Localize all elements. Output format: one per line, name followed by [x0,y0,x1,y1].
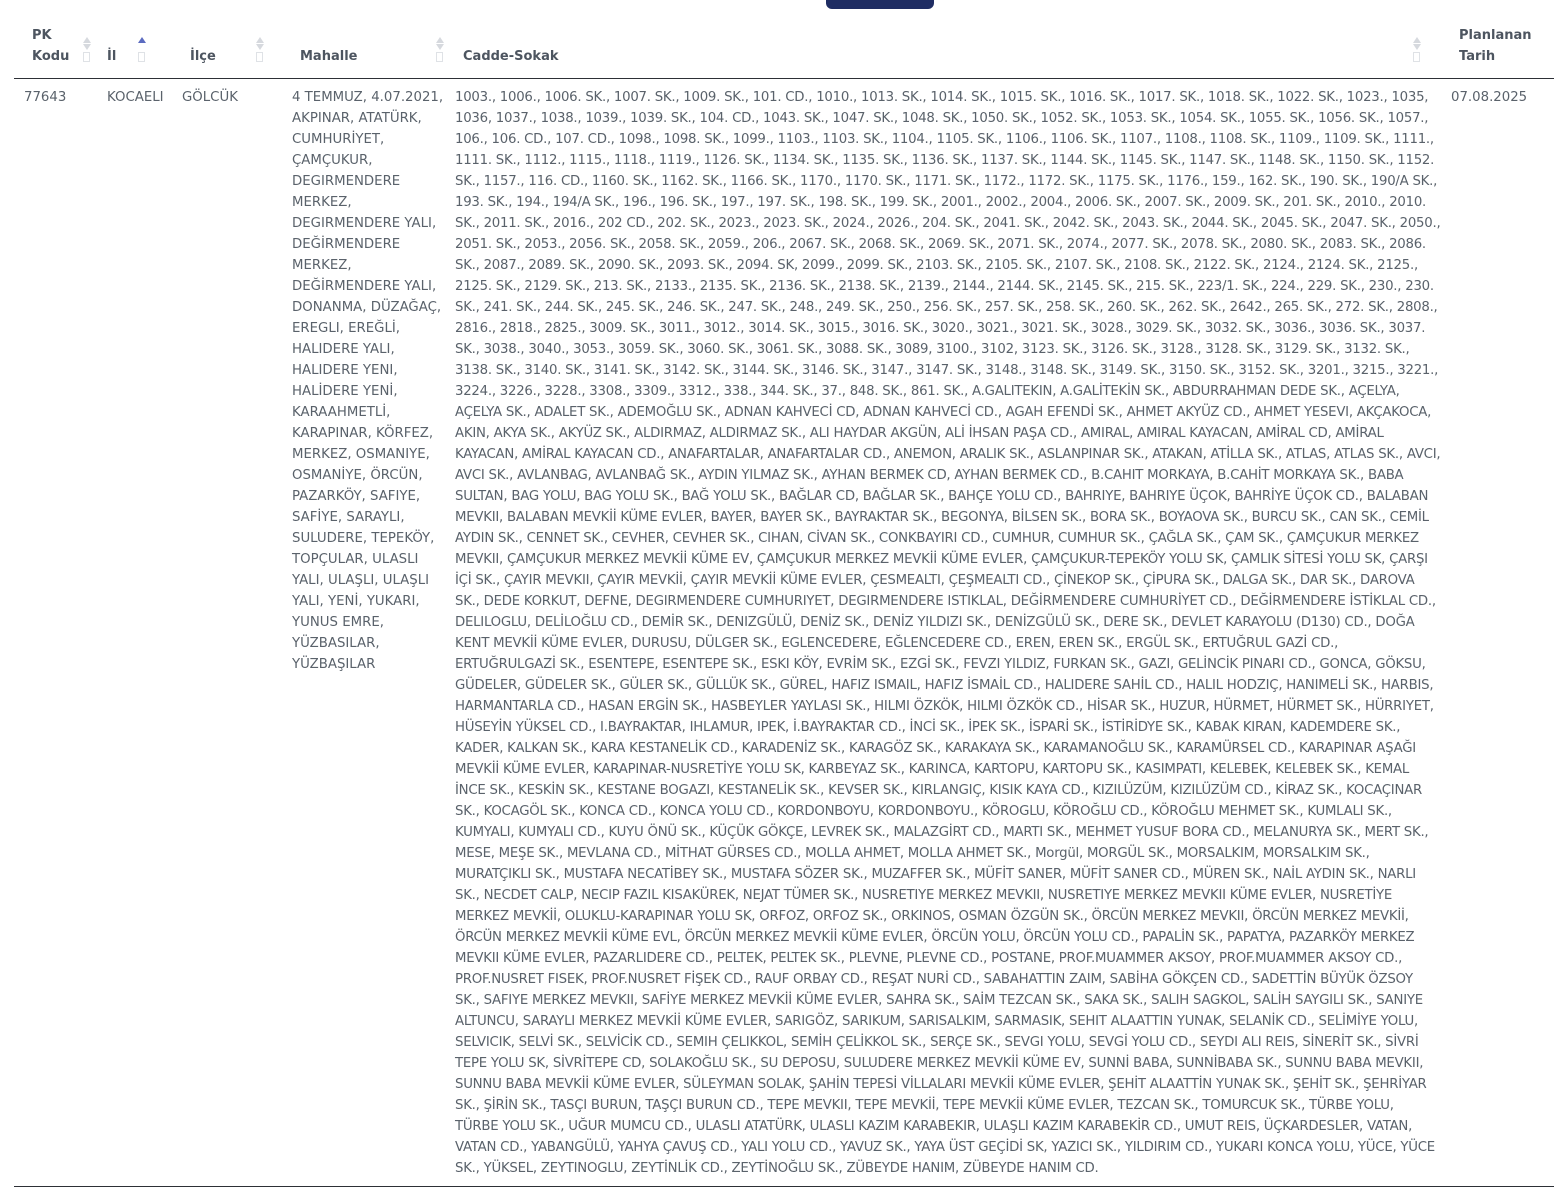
cell-il: KOCAELI [93,79,168,1187]
filter-box-icon [138,52,145,62]
filter-box-icon [83,52,90,62]
header-label-il: İl [107,49,117,64]
cell-mahalle: 4 TEMMUZ, 4.07.2021, AKPINAR, ATATÜRK, CUMHURİYET, ÇAMÇUKUR, DEGIRMENDERE MERKEZ, DEGIRMENDERE YALI, DEĞİRMENDERE MERKEZ, DEĞİRMENDERE YALI, DONANMA, DÜZAĞAÇ, EREGLI, EREĞLİ, HALIDERE YALI, HALIDERE YENI, HALİDERE YENİ, KARAAHMETLİ, KARAPINAR, KÖRFEZ, MERKEZ, OSMANIYE, OSMANİYE, ÖRCÜN, PAZARKÖY, SAFIYE, SAFİYE, SARAYLI, SULUDERE, TEPEKÖY, TOPÇULAR, ULASLI YALI, ULAŞLI, ULAŞLI YALI, YENİ, YUKARI, YUNUS EMRE, YÜZBASILAR, YÜZBAŞILAR [278,79,455,1187]
table-header [14,19,1554,79]
header-label-cadde-sokak: Cadde-Sokak [463,49,559,64]
header-label-pk-line1: PK [32,28,52,43]
column-header-mahalle[interactable] [278,19,455,79]
cell-cadde-sokak: 1003., 1006., 1006. SK., 1007. SK., 1009. SK., 101. CD., 1010., 1013. SK., 1014. SK., 1015. SK., 1016. SK., 1017. SK., 1018. SK., 1022. SK., 1023., 1035, 1036, 1037., 1038., 1039., 1039. SK., 104. CD., 1043. SK., 1047. SK., 1048. SK., 1050. SK., 1052. SK., 1053. SK., 1054. SK., 1055. SK., 1056. SK., 1057., 106., 106. CD., 107. CD., 1098., 1098. SK., 1099., 1103., 1103. SK., 1104., 1105. SK., 1106., 1106. SK., 1107., 1108., 1108. SK., 1109., 1109. SK., 1111., 1111. SK., 1112., 1115., 1118., 1119., 1126. SK., 1134. SK., 1135. SK., 1136. SK., 1137. SK., 1144. SK., 1145. SK., 1147. SK., 1148. SK., 1150. SK., 1152. SK., 1157., 116. CD., 1160. SK., 1162. SK., 1166. SK., 1170., 1170. SK., 1171. SK., 1172., 1172. SK., 1175. SK., 1176., 159., 162. SK., 190. SK., 190/A SK., 193. SK., 194., 194/A SK., 196., 196. SK., 197., 197. SK., 198. SK., 199. SK., 2001., 2002., 2004., 2006. SK., 2007. SK., 2009. SK., 201. SK., 2010., 2010. SK., 2011. SK., 2016., 202 CD., 202. SK., 2023., 2023. SK., 2024., 2026., 204. SK., 2041. SK., 2042. SK., 2043. SK., 2044. SK., 2045. SK., 2047. SK., 2050., 2051. SK., 2053., 2056. SK., 2058. SK., 2059., 206., 2067. SK., 2068. SK., 2069. SK., 2071. SK., 2074., 2077. SK., 2078. SK., 2080. SK., 2083. SK., 2086. SK., 2087., 2089. SK., 2090. SK., 2093. SK., 2094. SK, 2099., 2099. SK., 2103. SK., 2105. SK., 2107. SK., 2108. SK., 2122. SK., 2124., 2124. SK., 2125., 2125. SK., 2129. SK., 213. SK., 2133., 2135. SK., 2136. SK., 2138. SK., 2139., 2144., 2144. SK., 2145. SK., 215. SK., 223/1. SK., 224., 229. SK., 230., 230. SK., 241. SK., 244. SK., 245. SK., 246. SK., 247. SK., 248., 249. SK., 250., 256. SK., 257. SK., 258. SK., 260. SK., 262. SK., 2642., 265. SK., 272. SK., 2808., 2816., 2818., 2825., 3009. SK., 3011., 3012., 3014. SK., 3015., 3016. SK., 3020., 3021., 3021. SK., 3028., 3029. SK., 3032. SK., 3036., 3036. SK., 3037. SK., 3038., 3040., 3053., 3059. SK., 3060. SK., 3061. SK., 3088. SK., 3089, 3100., 3102, 3123. SK., 3126. SK., 3128., 3128. SK., 3129. SK., 3132. SK., 3138. SK., 3140. SK., 3141. SK., 3142. SK., 3144. SK., 3146. SK., 3147., 3147. SK., 3148., 3148. SK., 3149. SK., 3150. SK., 3152. SK., 3201., 3215., 3221., 3224., 3226., 3228., 3308., 3309., 3312., 338., 344. SK., 37., 848. SK., 861. SK., A.GALITEKIN, A.GALİTEKİN SK., ABDURRAHMAN DEDE SK., AÇELYA, AÇELYA SK., ADALET SK., ADEMOĞLU SK., ADNAN KAHVECİ CD, ADNAN KAHVECİ CD., AGAH EFENDİ SK., AHMET AKYÜZ CD., AHMET YESEVI, AKÇAKOCA, AKIN, AKYA SK., AKYÜZ SK., ALDIRMAZ, ALDIRMAZ SK., ALI HAYDAR AKGÜN, ALİ İHSAN PAŞA CD., AMIRAL, AMIRAL KAYACAN, AMİRAL CD, AMİRAL KAYACAN, AMİRAL KAYACAN CD., ANAFARTALAR, ANAFARTALAR CD., ANEMON, ARALIK SK., ASLANPINAR SK., ATAKAN, ATİLLA SK., ATLAS, ATLAS SK., AVCI, AVCI SK., AVLANBAG, AVLANBAĞ SK., AYDIN YILMAZ SK., AYHAN BERMEK CD, AYHAN BERMEK CD., B.CAHIT MORKAYA, B.CAHİT MORKAYA SK., BABA SULTAN, BAG YOLU, BAG YOLU SK., BAĞ YOLU SK., BAĞLAR CD, BAĞLAR SK., BAHÇE YOLU CD., BAHRIYE, BAHRIYE ÜÇOK, BAHRİYE ÜÇOK CD., BALABAN MEVKII, BALABAN MEVKİİ KÜME EVLER, BAYER, BAYER SK., BAYRAKTAR SK., BEGONYA, BİLSEN SK., BORA SK., BOYAOVA SK., BURCU SK., CAN SK., CEMİL AYDIN SK., CENNET SK., CEVHER, CEVHER SK., CIHAN, CİVAN SK., CONKBAYIRI CD., CUMHUR, CUMHUR SK., ÇAĞLA SK., ÇAM SK., ÇAMÇUKUR MERKEZ MEVKII, ÇAMÇUKUR MERKEZ MEVKİİ KÜME EV, ÇAMÇUKUR MERKEZ MEVKİİ KÜME EVLER, ÇAMÇUKUR-TEPEKÖY YOLU SK, ÇAMLIK SİTESİ YOLU SK, ÇARŞI İÇİ SK., ÇAYIR MEVKII, ÇAYIR MEVKİİ, ÇAYIR MEVKİİ KÜME EVLER, ÇESMEALTI, ÇEŞMEALTI CD., ÇİNEKOP SK., ÇİPURA SK., DALGA SK., DAR SK., DAROVA SK., DEDE KORKUT, DEFNE, DEGIRMENDERE CUMHURIYET, DEGIRMENDERE ISTIKLAL, DEĞİRMENDERE CUMHURİYET CD., DEĞİRMENDERE İSTİKLAL CD., DELILOGLU, DELİLOĞLU CD., DEMİR SK., DENIZGÜLÜ, DENİZ SK., DENİZ YILDIZI SK., DENİZGÜLÜ SK., DERE SK., DEVLET KARAYOLU (D130) CD., DOĞA KENT MEVKİİ KÜME EVLER, DURUSU, DÜLGER SK., EGLENCEDERE, EĞLENCEDERE CD., EREN, EREN SK., ERGÜL SK., ERTUĞRUL GAZİ CD., ERTUĞRULGAZİ SK., ESENTEPE, ESENTEPE SK., ESKI KÖY, EVRİM SK., EZGİ SK., FEVZI YILDIZ, FURKAN SK., GAZI, GELİNCİK PINARI CD., GONCA, GÖKSU, GÜDELER, GÜDELER SK., GÜLER SK., GÜLLÜK SK., GÜREL, HAFIZ ISMAIL, HAFIZ İSMAİL CD., HALIDERE SAHİL CD., HALIL HODZIÇ, HANIMELİ SK., HARBIS, HARMANTARLA CD., HASAN ERGİN SK., HASBEYLER YAYLASI SK., HILMI ÖZKÖK, HILMI ÖZKÖK CD., HİSAR SK., HUZUR, HÜRMET, HÜRMET SK., HÜRRIYET, HÜSEYİN YÜKSEL CD., I.BAYRAKTAR, IHLAMUR, IPEK, İ.BAYRAKTAR CD., İNCİ SK., İPEK SK., İSPARİ SK., İSTİRİDYE SK., KABAK KIRAN, KADEMDERE SK., KADER, KALKAN SK., KARA KESTANELİK CD., KARADENİZ SK., KARAGÖZ SK., KARAKAYA SK., KARAMANOĞLU SK., KARAMÜRSEL CD., KARAPINAR AŞAĞI MEVKİİ KÜME EVLER, KARAPINAR-NUSRETİYE YOLU SK, KARBEYAZ SK., KARINCA, KARTOPU, KARTOPU SK., KASIMPATI, KELEBEK, KELEBEK SK., KEMAL İNCE SK., KESKİN SK., KESTANE BOGAZI, KESTANELİK SK., KEVSER SK., KIRLANGIÇ, KISIK KAYA CD., KIZILÜZÜM, KIZILÜZÜM CD., KİRAZ SK., KOCAÇINAR SK., KOCAGÖL SK., KONCA CD., KONCA YOLU CD., KORDONBOYU, KORDONBOYU., KÖROGLU, KÖROĞLU CD., KÖROĞLU MEHMET SK., KUMLALI SK., KUMYALI, KUMYALI CD., KUYU ÖNÜ SK., KÜÇÜK GÖKÇE, LEVREK SK., MALAZGİRT CD., MARTI SK., MEHMET YUSUF BORA CD., MELANURYA SK., MERT SK., MESE, MEŞE SK., MEVLANA CD., MİTHAT GÜRSES CD., MOLLA AHMET, MOLLA AHMET SK., Morgül, MORGÜL SK., MORSALKIM, MORSALKIM SK., MURATÇIKLI SK., MUSTAFA NECATİBEY SK., MUSTAFA SÖZER SK., MUZAFFER SK., MÜFİT SANER, MÜFİT SANER CD., MÜREN SK., NAİL AYDIN SK., NARLI SK., NECDET CALP, NECIP FAZIL KISAKÜREK, NEJAT TÜMER SK., NUSRETIYE MERKEZ MEVKII, NUSRETIYE MERKEZ MEVKII KÜME EVLER, NUSRETİYE MERKEZ MEVKİİ, OLUKLU-KARAPINAR YOLU SK, ORFOZ, ORFOZ SK., ORKINOS, OSMAN ÖZGÜN SK., ÖRCÜN MERKEZ MEVKII, ÖRCÜN MERKEZ MEVKİİ, ÖRCÜN MERKEZ MEVKİİ KÜME EVL, ÖRCÜN MERKEZ MEVKİİ KÜME EVLER, ÖRCÜN YOLU, ÖRCÜN YOLU CD., PAPALİN SK., PAPATYA, PAZARKÖY MERKEZ MEVKII KÜME EVLER, PAZARLIDERE CD., PELTEK, PELTEK SK., PLEVNE, PLEVNE CD., POSTANE, PROF.MUAMMER AKSOY, PROF.MUAMMER AKSOY CD., PROF.NUSRET FISEK, PROF.NUSRET FİŞEK CD., RAUF ORBAY CD., REŞAT NURİ CD., SABAHATTIN ZAIM, SABİHA GÖKÇEN CD., SADETTİN BÜYÜK ÖZSOY SK., SAFIYE MERKEZ MEVKII, SAFİYE MERKEZ MEVKİİ KÜME EVLER, SAHRA SK., SAİM TEZCAN SK., SAKA SK., SALIH SAGKOL, SALİH SAYGILI SK., SANIYE ALTUNCU, SARAYLI MERKEZ MEVKİİ KÜME EVLER, SARIGÖZ, SARIKUM, SARISALKIM, SARMASIK, SEHIT ALAATTIN YUNAK, SELANİK CD., SELİMİYE YOLU, SELVICIK, SELVİ SK., SELVİCİK CD., SEMIH ÇELIKKOL, SEMİH ÇELİKKOL SK., SERÇE SK., SEVGI YOLU, SEVGİ YOLU CD., SEYDI ALI REIS, SİNERİT SK., SİVRİ TEPE YOLU SK, SİVRİTEPE CD, SOLAKOĞLU SK., SU DEPOSU, SULUDERE MERKEZ MEVKİİ KÜME EV, SUNNİ BABA, SUNNİBABA SK., SUNNU BABA MEVKII, SUNNU BABA MEVKİİ KÜME EVLER, SÜLEYMAN SOLAK, ŞAHİN TEPESİ VİLLALARI MEVKİİ KÜME EVLER, ŞEHİT ALAATTİN YUNAK SK., ŞEHİT SK., ŞEHRİYAR SK., ŞİRİN SK., TASÇI BURUN, TAŞÇI BURUN CD., TEPE MEVKII, TEPE MEVKİİ, TEPE MEVKİİ KÜME EVLER, TEZCAN SK., TOMURCUK SK., TÜRBE YOLU, TÜRBE YOLU SK., UĞUR MUMCU CD., ULASLI ATATÜRK, ULASLI KAZIM KARABEKIR, ULAŞLI KAZIM KARABEKİR CD., UMUT REIS, ÜÇKARDESLER, VATAN, VATAN CD., YABANGÜLÜ, YAHYA ÇAVUŞ CD., YALI YOLU CD., YAVUZ SK., YAYA ÜST GEÇİDİ SK, YAZICI SK., YILDIRIM CD., YUKARI KONCA YOLU, YÜCE, YÜCE SK., YÜKSEL, ZEYTINOGLU, ZEYTİNLİK CD., ZEYTİNOĞLU SK., ZÜBEYDE HANIM, ZÜBEYDE HANIM CD. [455,79,1451,1187]
top-action-button[interactable] [826,0,934,9]
filter-box-icon [256,52,263,62]
sort-arrows-icon[interactable] [255,37,265,63]
filter-box-icon [436,52,443,62]
sort-arrows-icon[interactable] [1412,37,1422,63]
header-label-ilce: İlçe [190,49,216,64]
column-header-cadde-sokak[interactable] [455,19,1451,79]
planned-outage-table [14,19,1554,1187]
cell-ilce: GÖLCÜK [168,79,278,1187]
sort-ascending-icon[interactable] [137,37,147,63]
column-header-planlanan-tarih[interactable] [1451,19,1554,79]
header-label-mahalle: Mahalle [300,49,358,64]
sort-arrows-icon[interactable] [435,37,445,63]
cell-pk-kodu: 77643 [14,79,93,1187]
column-header-il[interactable] [93,19,168,79]
table-row [14,79,1554,1187]
header-label-tarih-line1: Planlanan [1459,28,1532,43]
filter-box-icon [1413,52,1420,62]
column-header-pk-kodu[interactable] [14,19,93,79]
column-header-ilce[interactable] [168,19,278,79]
cell-planlanan-tarih: 07.08.2025 [1451,79,1554,1187]
sort-arrows-icon[interactable] [82,37,92,63]
header-label-tarih-line2: Tarih [1459,49,1496,64]
header-label-pk-line2: Kodu [32,49,70,64]
